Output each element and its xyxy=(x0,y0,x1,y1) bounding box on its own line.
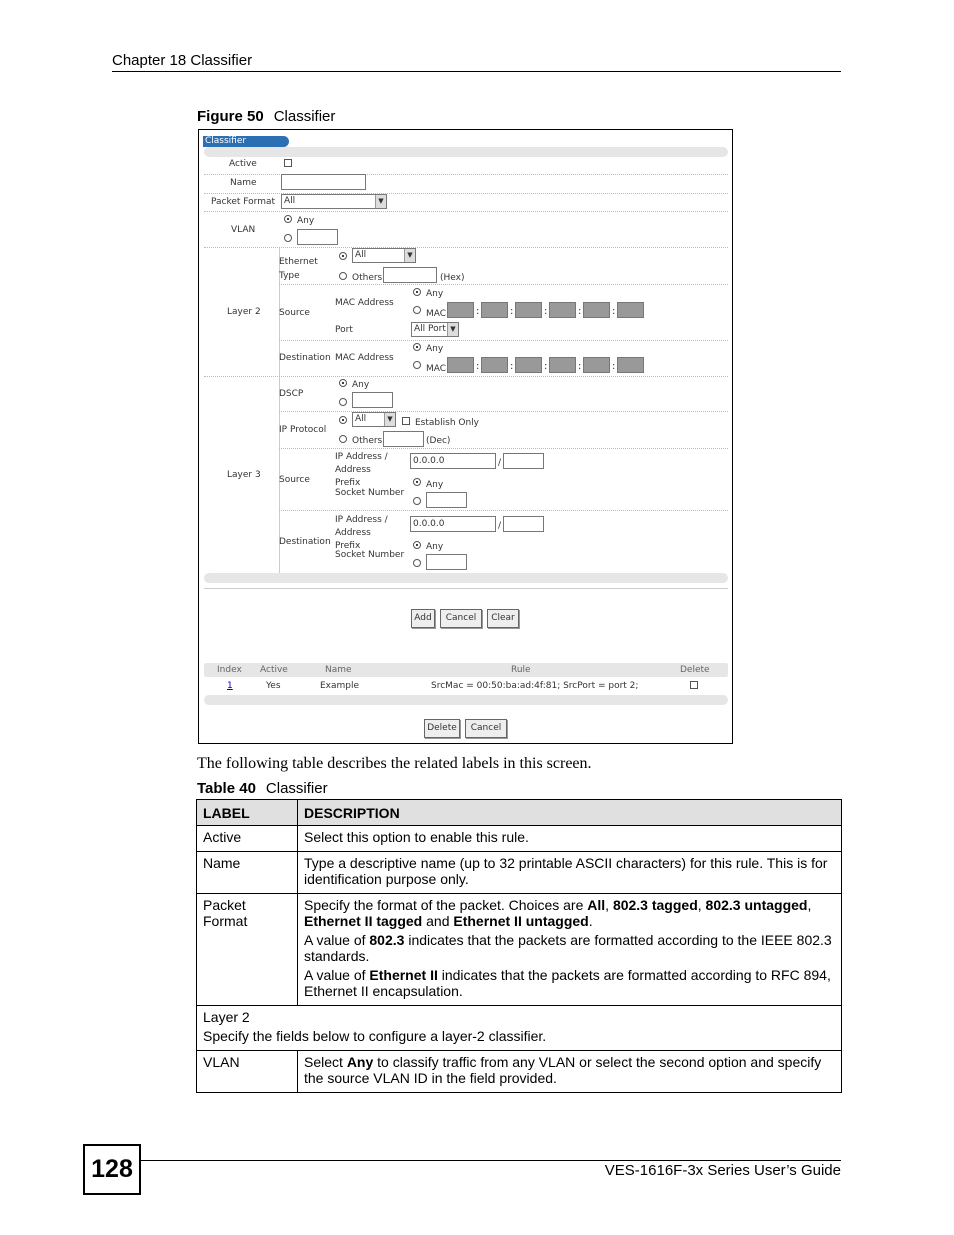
table-row xyxy=(197,826,842,852)
dst-mac-label: MAC xyxy=(426,364,447,374)
dst-socket-any-label: Any xyxy=(426,542,444,552)
port-label: Port xyxy=(335,325,353,335)
establish-only-checkbox[interactable] xyxy=(402,417,410,425)
ip-protocol-input[interactable] xyxy=(383,431,424,447)
dst-mac-octet[interactable] xyxy=(549,357,576,373)
mac-separator: : xyxy=(612,361,616,372)
row-divider xyxy=(204,588,728,589)
src-mac-octet[interactable] xyxy=(515,302,542,318)
mac-separator: : xyxy=(510,361,514,372)
figure-label: Figure 50 xyxy=(197,108,264,125)
table-row xyxy=(197,894,842,1006)
section-band xyxy=(204,695,728,705)
rule-active: Yes xyxy=(266,681,281,691)
add-button[interactable]: Add xyxy=(411,609,435,628)
table-row xyxy=(197,1051,842,1093)
list-header-name: Name xyxy=(325,665,352,675)
dst-socket-radio[interactable] xyxy=(413,559,421,567)
l2-destination-label: Destination xyxy=(279,353,331,363)
ip-protocol-label: IP Protocol xyxy=(279,425,327,435)
src-prefix-input[interactable] xyxy=(503,453,544,469)
mac-separator: : xyxy=(578,361,582,372)
table-row xyxy=(197,852,842,894)
ethernet-type-input[interactable] xyxy=(383,267,437,283)
active-label: Active xyxy=(229,159,257,169)
name-label: Name xyxy=(230,178,257,188)
mac-separator: : xyxy=(510,306,514,317)
classifier-table xyxy=(196,799,842,1093)
row-description: Select this option to enable this rule. xyxy=(298,826,842,852)
delete-button[interactable]: Delete xyxy=(424,719,460,738)
row-description xyxy=(298,894,842,1006)
section-band xyxy=(204,147,728,157)
dst-ip-input[interactable]: 0.0.0.0 xyxy=(410,516,496,532)
row-description: Type a descriptive name (up to 32 printable ASCII characters) for this rule. This is for identification purpose only. xyxy=(298,852,842,894)
figure-caption xyxy=(197,108,335,125)
dscp-any-label: Any xyxy=(352,380,370,390)
table-caption xyxy=(197,780,328,797)
table-section-row xyxy=(197,1006,842,1051)
ip-protocol-others-label: Others xyxy=(352,436,383,446)
l3-destination-label: Destination xyxy=(279,537,331,547)
prefix-separator: / xyxy=(498,521,502,531)
row-divider xyxy=(204,376,728,377)
row-label: Active xyxy=(197,826,298,852)
layer2-section xyxy=(197,1006,842,1051)
l3-source-socket-label: Socket Number xyxy=(335,488,405,498)
dst-mac-any-radio[interactable] xyxy=(413,343,421,351)
dscp-label: DSCP xyxy=(279,389,304,399)
figure-title: Classifier xyxy=(273,108,336,125)
row-divider xyxy=(279,448,728,449)
table-header-row xyxy=(197,800,842,826)
row-description: Select Any to classify traffic from any VLAN or select the second option and specify the source VLAN ID in the field provided. xyxy=(298,1051,842,1093)
ethernet-type-select[interactable] xyxy=(352,248,416,263)
layer2-title: Layer 2 xyxy=(203,1009,250,1025)
section-band xyxy=(204,573,728,583)
port-value: All Port xyxy=(414,324,446,334)
rule-delete-checkbox[interactable] xyxy=(690,681,698,689)
row-divider xyxy=(279,340,728,341)
mac-separator: : xyxy=(476,306,480,317)
row-label: Packet Format xyxy=(197,894,298,1006)
intro-paragraph: The following table describes the related labels in this screen. xyxy=(197,755,592,772)
clear-button[interactable]: Clear xyxy=(487,609,519,628)
l2-source-label: Source xyxy=(279,308,310,318)
src-socket-any-label: Any xyxy=(426,480,444,490)
ethernet-all-radio[interactable] xyxy=(339,252,347,260)
chevron-down-icon: ▼ xyxy=(384,413,395,426)
l3-source-label: Source xyxy=(279,475,310,485)
rule-index-link[interactable]: 1 xyxy=(227,681,233,691)
dst-mac-radio[interactable] xyxy=(413,361,421,369)
classifier-tab: Classifier xyxy=(203,136,289,147)
dst-mac-any-label: Any xyxy=(426,344,444,354)
ip-protocol-value: All xyxy=(355,414,367,424)
packet-format-desc-2: A value of 802.3 indicates that the packets are formatted according to the IEEE 802.3 standards. xyxy=(304,932,832,964)
src-ip-input[interactable]: 0.0.0.0 xyxy=(410,453,496,469)
establish-only-label: Establish Only xyxy=(415,418,480,428)
chevron-down-icon: ▼ xyxy=(447,323,458,336)
ethernet-type-value: All xyxy=(355,250,367,260)
src-mac-octet[interactable] xyxy=(447,302,474,318)
row-divider xyxy=(204,247,728,248)
dst-mac-octet[interactable] xyxy=(447,357,474,373)
src-socket-radio[interactable] xyxy=(413,497,421,505)
rule-text: SrcMac = 00:50:ba:ad:4f:81; SrcPort = port 2; xyxy=(431,681,639,691)
dec-label: (Dec) xyxy=(426,436,451,446)
mac-separator: : xyxy=(476,361,480,372)
vlan-id-radio[interactable] xyxy=(284,234,292,242)
mac-separator: : xyxy=(612,306,616,317)
src-socket-input[interactable] xyxy=(426,492,467,508)
layer2-label: Layer 2 xyxy=(227,307,261,317)
table-label: Table 40 xyxy=(197,780,256,797)
dscp-value-radio[interactable] xyxy=(339,398,347,406)
header-description: DESCRIPTION xyxy=(298,800,842,826)
dst-mac-octet[interactable] xyxy=(481,357,508,373)
page-number: 128 xyxy=(83,1144,141,1195)
l3-source-ip-label: IP Address / Address Prefix xyxy=(335,452,388,488)
vlan-label: VLAN xyxy=(231,225,256,235)
row-divider xyxy=(279,510,728,511)
layer2-desc: Specify the fields below to configure a layer-2 classifier. xyxy=(203,1028,547,1044)
packet-format-desc-1: Specify the format of the packet. Choices are All, 802.3 tagged, 802.3 untagged, Ethernet II tagged and Ethernet II untagged. xyxy=(304,897,812,929)
mac-separator: : xyxy=(544,306,548,317)
footer-rule xyxy=(141,1160,841,1161)
row-label: VLAN xyxy=(197,1051,298,1093)
row-label: Name xyxy=(197,852,298,894)
mac-separator: : xyxy=(544,361,548,372)
list-cancel-button[interactable]: Cancel xyxy=(465,719,507,738)
ip-protocol-all-radio[interactable] xyxy=(339,416,347,424)
cancel-button[interactable]: Cancel xyxy=(440,609,482,628)
rule-name: Example xyxy=(320,681,360,691)
chevron-down-icon: ▼ xyxy=(375,195,386,208)
chapter-header: Chapter 18 Classifier xyxy=(112,52,253,69)
name-input[interactable] xyxy=(281,174,366,190)
packet-format-desc-3: A value of Ethernet II indicates that the packets are formatted according to RFC 894, Ethernet II encapsulation. xyxy=(304,967,831,999)
packet-format-select[interactable] xyxy=(281,194,387,209)
src-mac-label: MAC xyxy=(426,309,447,319)
port-select[interactable] xyxy=(411,322,459,337)
mac-separator: : xyxy=(578,306,582,317)
classifier-screenshot xyxy=(198,129,733,744)
l3-dest-ip-label: IP Address / Address Prefix xyxy=(335,515,388,551)
src-mac-octet[interactable] xyxy=(481,302,508,318)
table-title: Classifier xyxy=(265,780,328,797)
vlan-any-radio[interactable] xyxy=(284,215,292,223)
dst-prefix-input[interactable] xyxy=(503,516,544,532)
dst-socket-any-radio[interactable] xyxy=(413,541,421,549)
prefix-separator: / xyxy=(498,458,502,468)
dscp-input[interactable] xyxy=(352,392,393,408)
dst-mac-octet[interactable] xyxy=(583,357,610,373)
ip-protocol-select[interactable] xyxy=(352,412,396,427)
guide-title: VES-1616F-3x Series User’s Guide xyxy=(604,1162,841,1179)
ethernet-type-label: Ethernet Type xyxy=(279,257,318,281)
src-socket-any-radio[interactable] xyxy=(413,478,421,486)
ethernet-others-radio[interactable] xyxy=(339,272,347,280)
ethernet-others-label: Others xyxy=(352,273,383,283)
chevron-down-icon: ▼ xyxy=(404,249,415,262)
list-header-delete: Delete xyxy=(680,665,710,675)
active-checkbox[interactable] xyxy=(284,159,292,167)
vlan-any-label: Any xyxy=(297,216,315,226)
list-header-index: Index xyxy=(217,665,242,675)
src-mac-octet[interactable] xyxy=(617,302,644,318)
src-mac-octet[interactable] xyxy=(583,302,610,318)
list-header-active: Active xyxy=(260,665,288,675)
header-label: LABEL xyxy=(197,800,298,826)
l2-dest-mac-label: MAC Address xyxy=(335,353,394,363)
row-divider xyxy=(279,284,728,285)
row-divider xyxy=(279,411,728,412)
l2-source-mac-label: MAC Address xyxy=(335,298,394,308)
dst-socket-input[interactable] xyxy=(426,554,467,570)
src-mac-any-label: Any xyxy=(426,289,444,299)
layer3-label: Layer 3 xyxy=(227,470,261,480)
list-header-rule: Rule xyxy=(511,665,531,675)
row-divider xyxy=(204,211,728,212)
hex-label: (Hex) xyxy=(440,273,465,283)
header-rule xyxy=(112,71,841,72)
dst-mac-octet[interactable] xyxy=(515,357,542,373)
src-mac-octet[interactable] xyxy=(549,302,576,318)
packet-format-label: Packet Format xyxy=(211,197,276,207)
dscp-any-radio[interactable] xyxy=(339,379,347,387)
packet-format-value: All xyxy=(284,196,296,206)
src-mac-radio[interactable] xyxy=(413,306,421,314)
src-mac-any-radio[interactable] xyxy=(413,288,421,296)
vlan-id-input[interactable] xyxy=(297,229,338,245)
ip-protocol-others-radio[interactable] xyxy=(339,435,347,443)
dst-mac-octet[interactable] xyxy=(617,357,644,373)
l3-dest-socket-label: Socket Number xyxy=(335,550,405,560)
